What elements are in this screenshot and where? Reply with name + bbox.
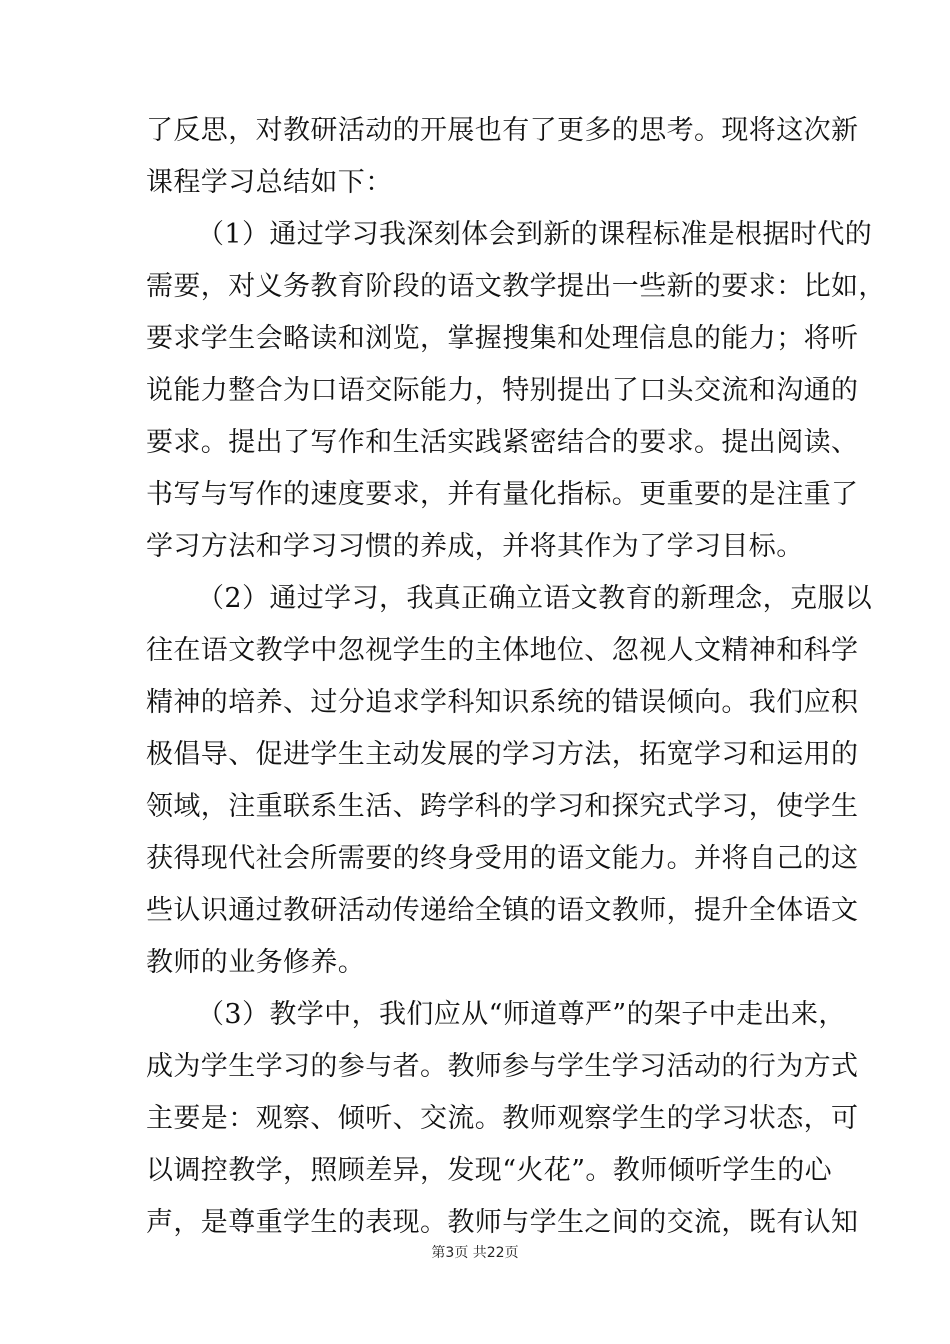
paragraph-start-line: （2）通过学习，我真正确立语文教育的新理念，克服以: [197, 583, 873, 614]
text-line: 课程学习总结如下：: [146, 167, 393, 198]
text-line: 往在语文教学中忽视学生的主体地位、忽视人文精神和科学: [146, 635, 859, 666]
text-line: 要求。提出了写作和生活实践紧密结合的要求。提出阅读、: [146, 427, 859, 458]
text-line: 极倡导、促进学生主动发展的学习方法，拓宽学习和运用的: [146, 739, 859, 770]
text-line: 教师的业务修养。: [146, 947, 366, 978]
text-line: 主要是：观察、倾听、交流。教师观察学生的学习状态，可: [146, 1103, 859, 1134]
text-line: 需要，对义务教育阶段的语文教学提出一些新的要求：比如，: [146, 271, 886, 302]
text-line: 书写与写作的速度要求，并有量化指标。更重要的是注重了: [146, 479, 859, 510]
paragraph-start-line: （1）通过学习我深刻体会到新的课程标准是根据时代的: [197, 219, 873, 250]
text-line: 要求学生会略读和浏览，掌握搜集和处理信息的能力；将听: [146, 323, 859, 354]
text-line: 声，是尊重学生的表现。教师与学生之间的交流，既有认知: [146, 1207, 859, 1238]
text-line: 了反思，对教研活动的开展也有了更多的思考。现将这次新: [146, 115, 859, 146]
text-line: 以调控教学，照顾差异，发现“火花”。教师倾听学生的心: [146, 1155, 833, 1186]
text-line: 些认识通过教研活动传递给全镇的语文教师，提升全体语文: [146, 895, 859, 926]
text-line: 学习方法和学习习惯的养成，并将其作为了学习目标。: [146, 531, 804, 562]
page-number-footer: 第3页 共22页: [431, 1245, 519, 1261]
text-line: 精神的培养、过分追求学科知识系统的错误倾向。我们应积: [146, 687, 859, 718]
text-line: 成为学生学习的参与者。教师参与学生学习活动的行为方式: [146, 1051, 859, 1082]
text-line: 说能力整合为口语交际能力，特别提出了口头交流和沟通的: [146, 375, 859, 406]
text-line: 领域，注重联系生活、跨学科的学习和探究式学习，使学生: [146, 791, 859, 822]
text-line: 获得现代社会所需要的终身受用的语文能力。并将自己的这: [146, 843, 859, 874]
paragraph-start-line: （3）教学中，我们应从“师道尊严”的架子中走出来，: [197, 999, 846, 1030]
